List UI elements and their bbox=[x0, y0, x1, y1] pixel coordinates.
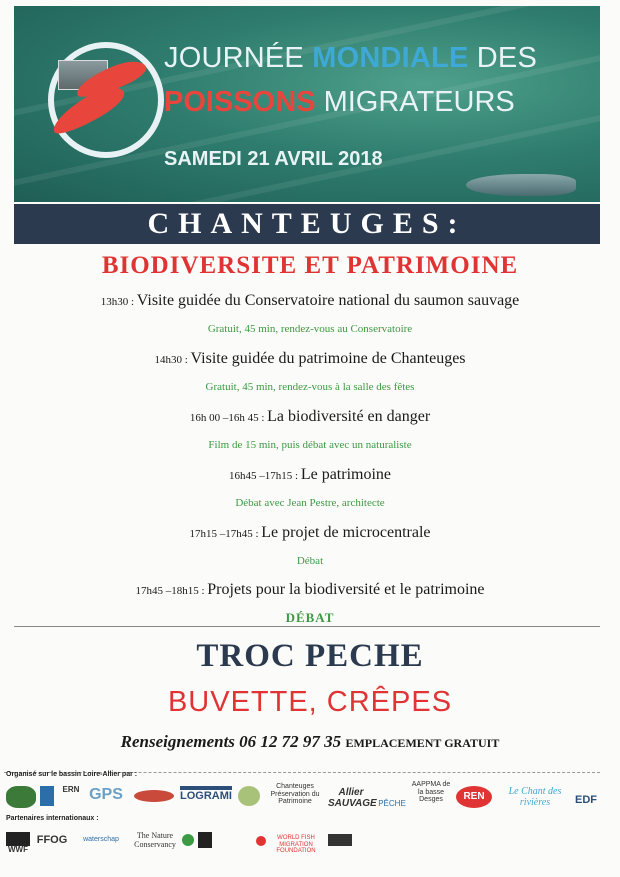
program-note: DÉBAT bbox=[285, 610, 335, 625]
buvette-title: BUVETTE, CRÊPES bbox=[167, 686, 453, 718]
program-title: Le patrimoine bbox=[300, 466, 391, 483]
logrami-logo: LOGRAMI bbox=[180, 786, 232, 802]
program-time: 16h45 –17h15 : bbox=[229, 470, 301, 482]
program-time: 16h 00 –16h 45 : bbox=[189, 412, 268, 424]
program-note: Gratuit, 45 min, rendez-vous à la salle des fêtes bbox=[205, 381, 415, 393]
waterschap-logo: waterschap bbox=[83, 836, 119, 843]
divider bbox=[14, 626, 600, 627]
program-time: 17h45 –18h15 : bbox=[135, 585, 208, 597]
chant-des-rivieres-logo: Le Chant des rivières bbox=[508, 786, 562, 808]
program-time: 17h15 –17h45 : bbox=[189, 528, 262, 540]
world-fish-migration-logo: WORLD FISH MIGRATION FOUNDATION bbox=[276, 835, 316, 855]
title-word-bold: MONDIALE bbox=[312, 42, 469, 74]
fish-migration-mark-icon bbox=[256, 836, 266, 846]
organised-label: Organisé sur le bassin Loire-Allier par : bbox=[6, 771, 138, 778]
partners-label: Partenaires internationaux : bbox=[6, 815, 99, 822]
title-word: DES bbox=[476, 42, 538, 74]
banner-title-line1 bbox=[164, 42, 537, 75]
program-title: Le projet de microcentrale bbox=[261, 524, 431, 541]
program-note: Film de 15 min, puis débat avec un naturaliste bbox=[208, 439, 412, 451]
title-word: MIGRATEURS bbox=[323, 86, 515, 118]
program-note: Gratuit, 45 min, rendez-vous au Conservatoire bbox=[207, 323, 413, 335]
gps-logo: GPS bbox=[89, 786, 123, 803]
program-note: Débat avec Jean Pestre, architecte bbox=[235, 497, 385, 509]
program-item bbox=[0, 292, 620, 310]
saumon-sauvage-logo bbox=[134, 790, 174, 802]
ern-mark-icon bbox=[40, 786, 54, 806]
program-time: 13h30 : bbox=[100, 296, 137, 308]
salmon-image bbox=[466, 174, 576, 196]
location-bar: CHANTEUGES: bbox=[14, 204, 600, 244]
chanteuges-logo: Chanteuges Préservation du Patrimoine bbox=[270, 783, 320, 806]
program-item bbox=[0, 350, 620, 368]
troc-peche-title: TROC PECHE bbox=[196, 638, 424, 674]
ren-logo: REN bbox=[456, 786, 492, 808]
info-phone: Renseignements 06 12 72 97 35 bbox=[120, 732, 342, 751]
program-title: La biodiversité en danger bbox=[267, 408, 431, 425]
program-item bbox=[0, 408, 620, 426]
leaf-icon bbox=[182, 834, 194, 846]
program-note: Débat bbox=[296, 555, 324, 567]
peche-logo: PÊCHE bbox=[378, 799, 406, 808]
program-item bbox=[0, 524, 620, 542]
ffog-logo: FFOG bbox=[36, 834, 68, 846]
program-time: 14h30 : bbox=[154, 354, 191, 366]
title-word: JOURNÉE bbox=[164, 42, 304, 74]
info-line bbox=[0, 732, 620, 752]
edf-logo: EDF bbox=[575, 794, 597, 806]
chanteuges-mark-icon bbox=[238, 786, 260, 806]
header-banner bbox=[14, 6, 600, 202]
program-title: Visite guidée du Conservatoire national du saumon sauvage bbox=[136, 292, 520, 309]
wwf-logo: WWF bbox=[6, 832, 30, 855]
loire-vivante-logo bbox=[6, 786, 36, 808]
nature-conservancy-logo: The Nature Conservancy bbox=[134, 831, 176, 849]
banner-title-line2 bbox=[164, 86, 515, 119]
program-title: Projets pour la biodiversité et le patrimoine bbox=[207, 581, 485, 598]
aappma-logo: AAPPMA de la basse Desges bbox=[411, 781, 451, 804]
allier-sauvage-logo: Allier SAUVAGE bbox=[328, 787, 377, 809]
title-word-bold: POISSONS bbox=[164, 86, 316, 118]
partner-mark-icon bbox=[198, 832, 212, 848]
partner-mark-icon bbox=[328, 834, 352, 846]
program-item bbox=[0, 466, 620, 484]
info-extra: EMPLACEMENT GRATUIT bbox=[345, 736, 500, 750]
theme-title: BIODIVERSITE ET PATRIMOINE bbox=[101, 252, 519, 279]
program-item bbox=[0, 581, 620, 599]
program-title: Visite guidée du patrimoine de Chanteuges bbox=[190, 350, 466, 367]
event-date: SAMEDI 21 AVRIL 2018 bbox=[164, 148, 383, 170]
ern-logo: ERN bbox=[62, 785, 80, 794]
